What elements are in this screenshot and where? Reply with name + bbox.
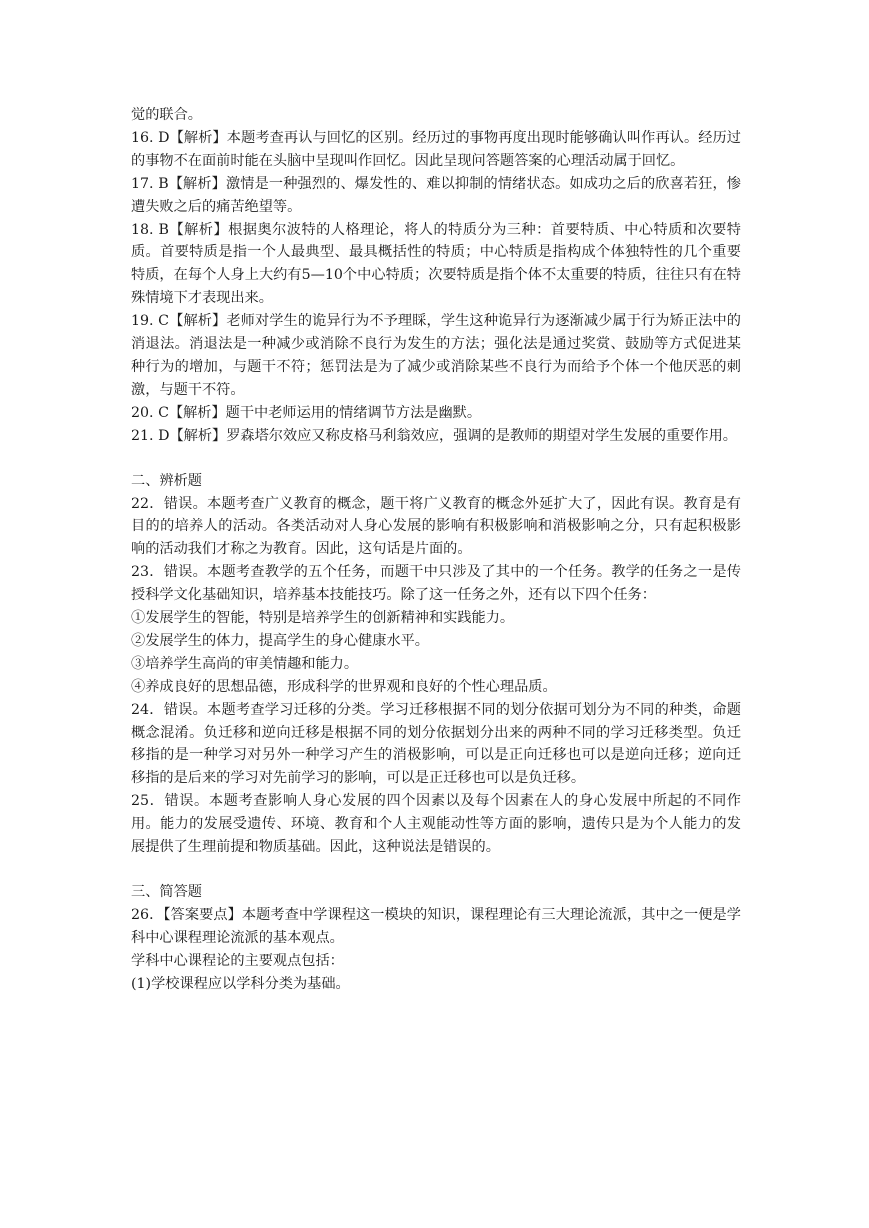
- answer-23: 23．错误。本题考查教学的五个任务，而题干中只涉及了其中的一个任务。教学的任务之一是传授科学文化基础知识，培养基本技能技巧。除了这一任务之外，还有以下四个任务：: [131, 564, 741, 604]
- answer-16: 16. D【解析】本题考查再认与回忆的区别。经历过的事物再度出现时能够确认叫作再认。经历过的事物不在面前时能在头脑中呈现叫作回忆。因此呈现问答题答案的心理活动属于回忆。: [131, 129, 741, 169]
- answer-17: 17. B【解析】激情是一种强烈的、爆发性的、难以抑制的情绪状态。如成功之后的欣喜若狂，惨遭失败之后的痛苦绝望等。: [131, 175, 741, 215]
- section-heading: 二、辨析题: [131, 472, 202, 489]
- section-discrimination: [131, 470, 741, 859]
- answer-24: 24．错误。本题考查学习迁移的分类。学习迁移根据不同的划分依据可划分为不同的种类，命题概念混淆。负迁移和逆向迁移是根据不同的划分依据划分出来的两种不同的学习迁移类型。负迁移指的是一种学习对另外一种学习产生的消极影响，可以是正向迁移也可以是逆向迁移；逆向迁移指的是后来的学习对先前学习的影响，可以是正迁移也可以是负迁移。: [131, 701, 741, 787]
- section-heading: 三、简答题: [131, 884, 202, 900]
- list-item: (1)学校课程应以学科分类为基础。: [131, 975, 350, 992]
- paragraph: 学科中心课程论的主要观点包括：: [131, 952, 344, 969]
- answer-21: 21. D【解析】罗森塔尔效应又称皮格马利翁效应，强调的是教师的期望对学生发展的重要作用。: [131, 427, 737, 444]
- answer-26: 26．【答案要点】本题考查中学课程这一模块的知识，课程理论有三大理论流派，其中之一便是学科中心课程理论流派的基本观点。: [131, 906, 741, 946]
- section-short-answer: [131, 881, 741, 996]
- answer-22: 22．错误。本题考查广义教育的概念，题干将广义教育的概念外延扩大了，因此有误。教育是有目的的培养人的活动。各类活动对人身心发展的影响有积极影响和消极影响之分，只有起积极影响的活动我们才称之为教育。因此，这句话是片面的。: [131, 495, 741, 558]
- answer-25: 25．错误。本题考查影响人身心发展的四个因素以及每个因素在人的身心发展中所起的不同作用。能力的发展受遗传、环境、教育和个人主观能动性等方面的影响，遗传只是为个人能力的发展提供了生理前提和物质基础。因此，这种说法是错误的。: [131, 793, 741, 856]
- list-item: ①发展学生的智能，特别是培养学生的创新精神和实践能力。: [131, 610, 515, 627]
- list-item: ③培养学生高尚的审美情趣和能力。: [131, 655, 359, 672]
- list-item: ②发展学生的体力，提高学生的身心健康水平。: [131, 632, 429, 649]
- answer-19: 19. C【解析】老师对学生的诡异行为不予理睬，学生这种诡异行为逐渐减少属于行为矫正法中的消退法。消退法是一种减少或消除不良行为发生的方法；强化法是通过奖赏、鼓励等方式促进某种行为的增加，与题干不符；惩罚法是为了减少或消除某些不良行为而给予个体一个他厌恶的刺激，与题干不符。: [131, 313, 741, 398]
- section-choice-analysis: [131, 104, 741, 448]
- answer-18: 18. B【解析】根据奥尔波特的人格理论，将人的特质分为三种：首要特质、中心特质和次要特质。首要特质是指一个人最典型、最具概括性的特质；中心特质是指构成个体独特性的几个重要特质，在每个人身上大约有5—10个中心特质；次要特质是指个体不太重要的特质，往往只有在特殊情境下才表现出来。: [131, 221, 741, 307]
- paragraph: 觉的联合。: [131, 107, 202, 123]
- document-page: [131, 104, 741, 996]
- list-item: ④养成良好的思想品德，形成科学的世界观和良好的个性心理品质。: [131, 678, 557, 695]
- answer-20: 20. C【解析】题干中老师运用的情绪调节方法是幽默。: [131, 404, 482, 421]
